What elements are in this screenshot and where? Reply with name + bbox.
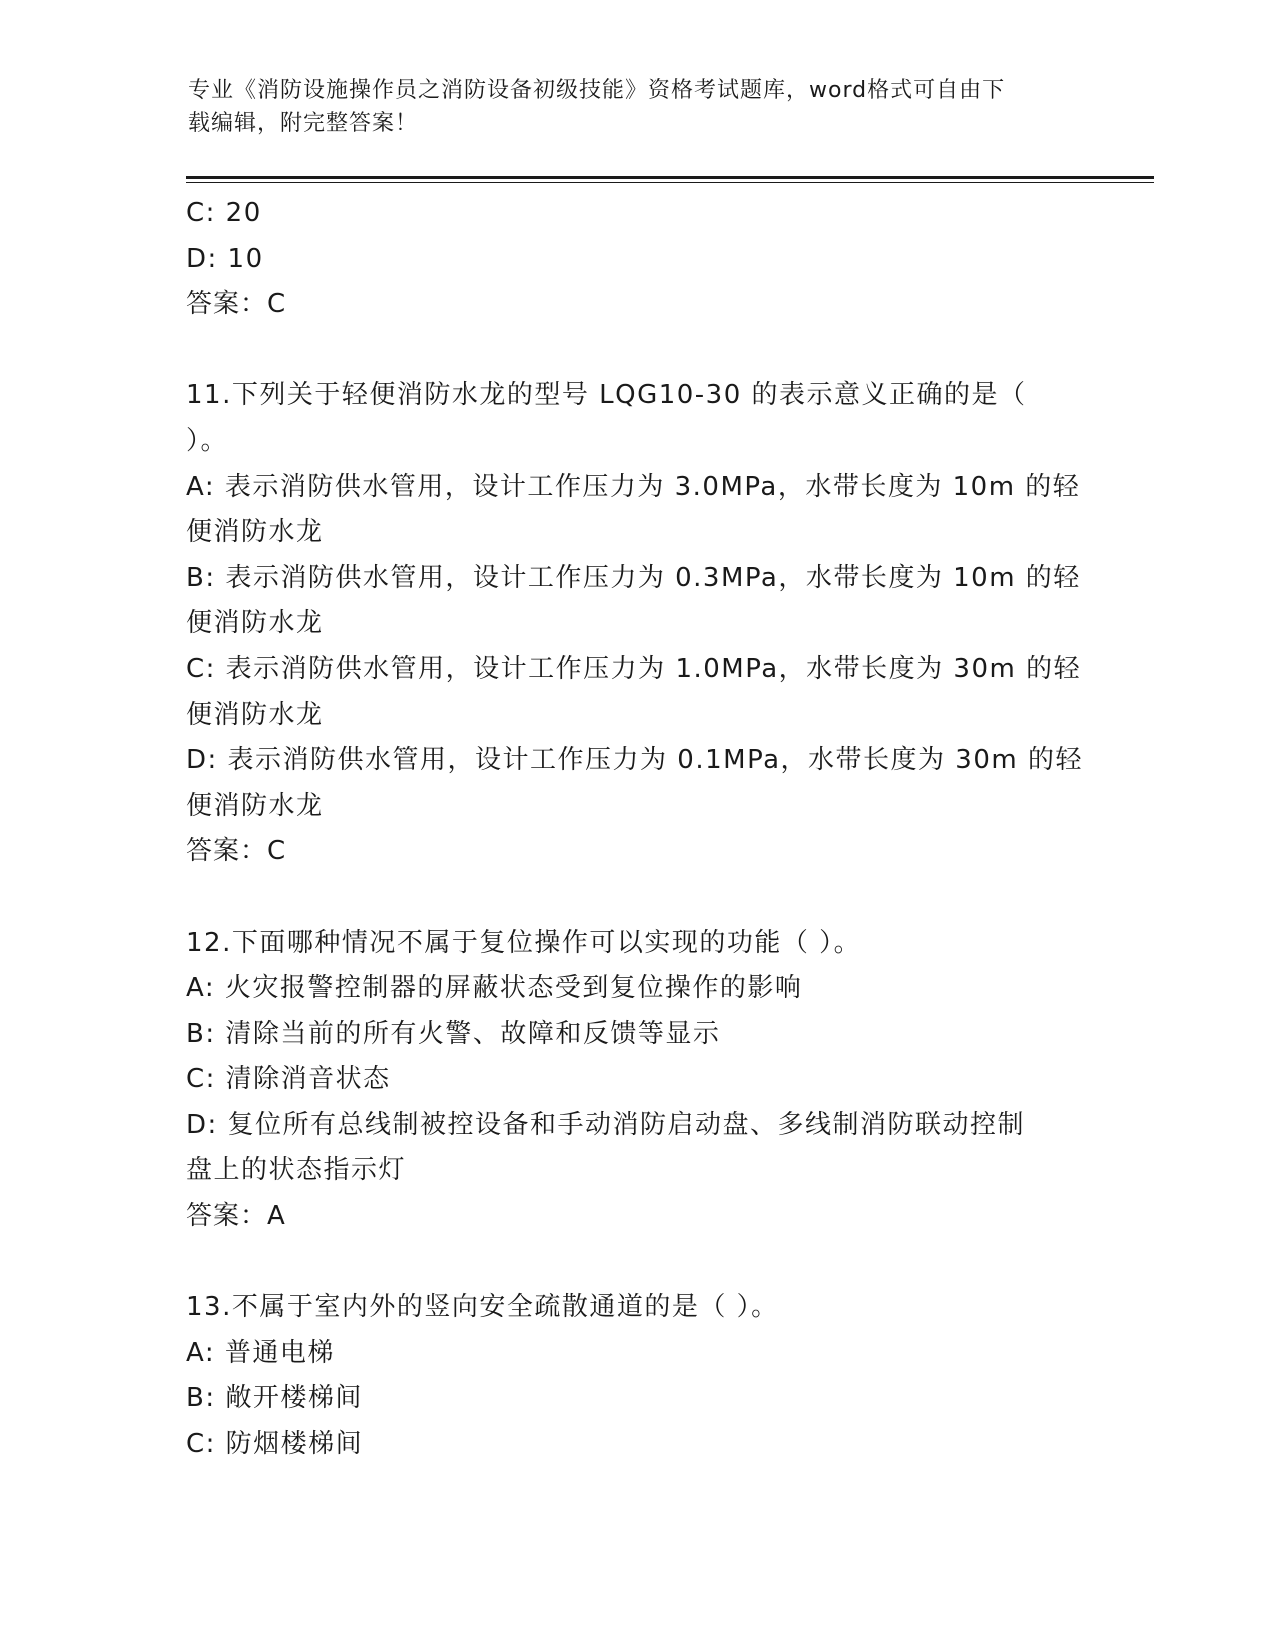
header-line-2: 载编辑，附完整答案！ xyxy=(188,111,419,136)
page-header xyxy=(188,74,1088,140)
q11-stem-line-2: ）。 xyxy=(186,425,229,456)
q11-option-a-line-1: A: 表示消防供水管用，设计工作压力为 3.0MPa，水带长度为 10m 的轻 xyxy=(186,471,1081,502)
q12-option-d-line-1: D: 复位所有总线制被控设备和手动消防启动盘、多线制消防联动控制 xyxy=(186,1109,1026,1140)
q12-option-b: B: 清除当前的所有火警、故障和反馈等显示 xyxy=(186,1018,721,1049)
q13-option-a: A: 普通电梯 xyxy=(186,1337,335,1368)
q12-answer: 答案：A xyxy=(186,1201,286,1232)
q10-option-c: C: 20 xyxy=(186,198,262,228)
q11-option-d-line-2: 便消防水龙 xyxy=(186,790,324,821)
q10-option-d: D: 10 xyxy=(186,243,264,274)
q12-option-a: A: 火灾报警控制器的屏蔽状态受到复位操作的影响 xyxy=(186,973,803,1004)
q11-option-c-line-2: 便消防水龙 xyxy=(186,699,324,730)
q13-option-b: B: 敞开楼梯间 xyxy=(186,1383,363,1414)
q11-option-d-line-1: D: 表示消防供水管用，设计工作压力为 0.1MPa，水带长度为 30m 的轻 xyxy=(186,745,1083,776)
q11-stem-line-1: 11.下列关于轻便消防水龙的型号 LQG10-30 的表示意义正确的是（ xyxy=(186,380,1027,411)
header-rule-thick xyxy=(186,176,1154,179)
q11-option-b-line-2: 便消防水龙 xyxy=(186,608,324,639)
q12-stem: 12.下面哪种情况不属于复位操作可以实现的功能（ ）。 xyxy=(186,927,862,958)
spacer xyxy=(186,328,1086,374)
question-content xyxy=(186,191,1086,1468)
header-line-1: 专业《消防设施操作员之消防设备初级技能》资格考试题库，word格式可自由下 xyxy=(188,78,1006,103)
header-rule-thin xyxy=(186,182,1154,183)
q11-option-b-line-1: B: 表示消防供水管用，设计工作压力为 0.3MPa，水带长度为 10m 的轻 xyxy=(186,562,1081,593)
q13-stem: 13.不属于室内外的竖向安全疏散通道的是（ ）。 xyxy=(186,1292,779,1323)
q10-answer: 答案：C xyxy=(186,289,287,320)
q13-option-c: C: 防烟楼梯间 xyxy=(186,1429,364,1460)
q11-answer: 答案：C xyxy=(186,836,287,867)
q12-option-c: C: 清除消音状态 xyxy=(186,1064,391,1095)
q11-option-c-line-1: C: 表示消防供水管用，设计工作压力为 1.0MPa，水带长度为 30m 的轻 xyxy=(186,653,1082,684)
spacer xyxy=(186,875,1086,921)
spacer xyxy=(186,1240,1086,1286)
q11-option-a-line-2: 便消防水龙 xyxy=(186,517,324,548)
q12-option-d-line-2: 盘上的状态指示灯 xyxy=(186,1155,407,1186)
